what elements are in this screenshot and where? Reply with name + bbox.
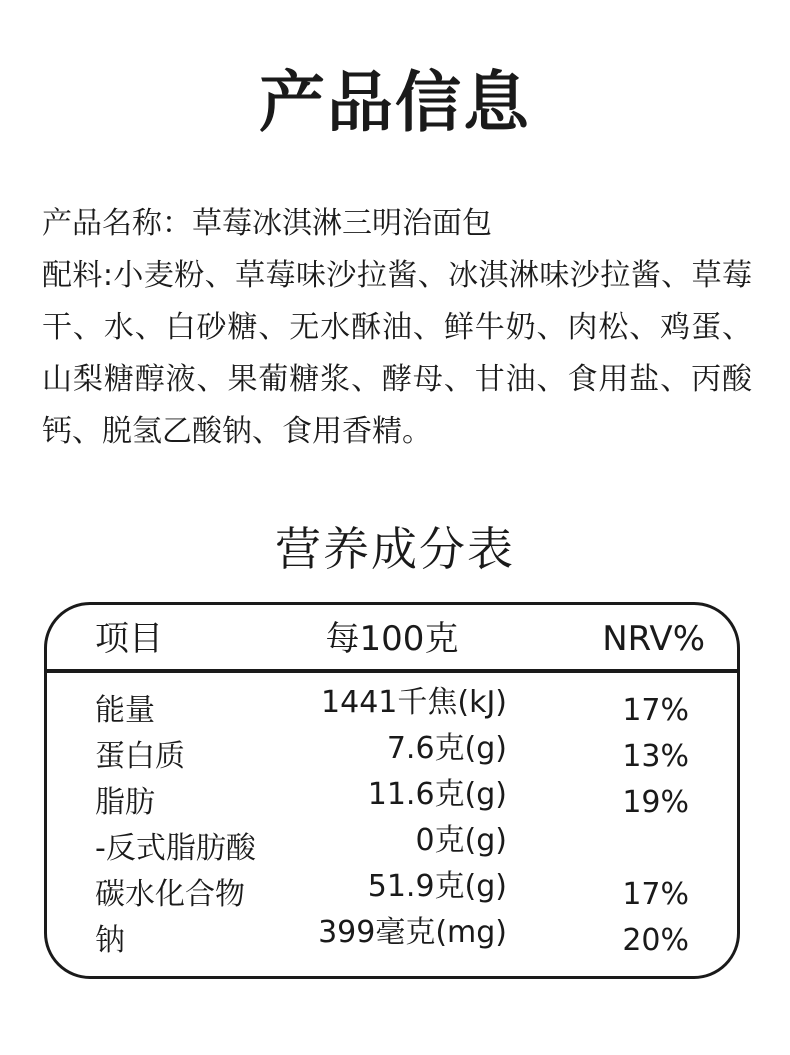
table-row [47,777,737,825]
row-name: 能量 [95,693,155,728]
header-per-100g: 每100克 [325,619,459,659]
row-name: 脂肪 [95,785,155,820]
page-title: 产品信息 [259,64,531,141]
ingredients-text: 配料:小麦粉、草莓味沙拉酱、冰淇淋味沙拉酱、草莓干、水、白砂糖、无水酥油、鲜牛奶、肉松、鸡蛋、山梨糖醇液、果葡糖浆、酵母、甘油、食用盐、丙酸钙、脱氢乙酸钠、食用香精。 [42,258,752,449]
table-row [47,915,737,963]
row-nrv: 20% [622,923,689,958]
row-nrv: 19% [622,785,689,820]
product-name-line: 产品名称：草莓冰淇淋三明治面包 [42,206,492,241]
row-value: 11.6克(g) [367,777,507,812]
row-nrv: 13% [622,739,689,774]
row-nrv: 17% [622,877,689,912]
row-value: 1441千焦(kJ) [321,685,507,720]
row-value: 399毫克(mg) [318,915,507,950]
product-info-block [42,198,752,458]
nutrition-title: 营养成分表 [275,522,515,576]
header-nrv: NRV% [602,619,705,659]
row-nrv: 17% [622,693,689,728]
row-name: 蛋白质 [95,739,185,774]
row-name: 碳水化合物 [95,877,245,912]
header-item: 项目 [95,619,163,659]
table-header [47,605,737,669]
nutrition-table [44,602,740,979]
row-value: 0克(g) [415,823,507,858]
row-value: 51.9克(g) [367,869,507,904]
row-name: -反式脂肪酸 [95,831,256,866]
row-value: 7.6克(g) [386,731,507,766]
row-name: 钠 [95,923,125,958]
header-divider [47,669,737,673]
